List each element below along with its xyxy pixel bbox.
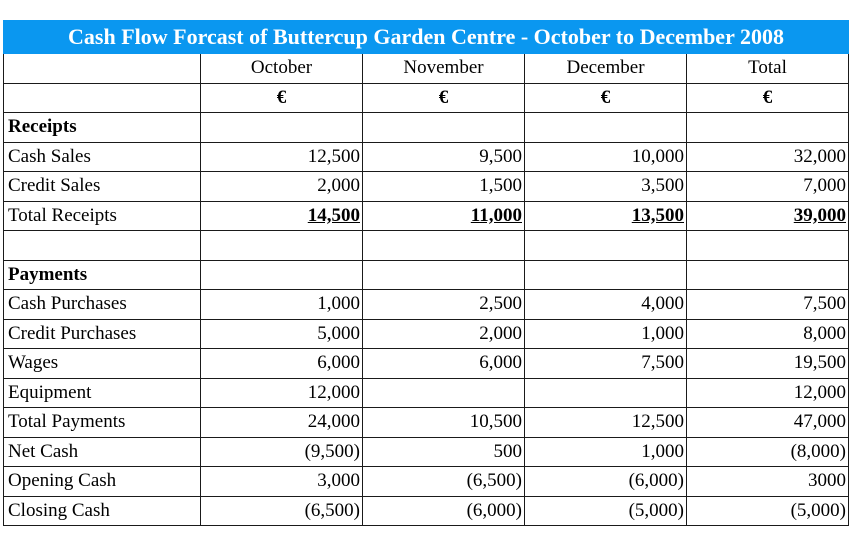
cell-value: 1,000 [525,319,687,349]
receipts-heading: Receipts [4,113,201,143]
blank-cell [525,113,687,143]
cell-value: 3,500 [525,172,687,202]
cell-value: 7,500 [525,349,687,379]
cell-value: (8,000) [687,437,849,467]
cell-value: 1,000 [525,437,687,467]
row-label: Credit Sales [4,172,201,202]
row-label: Equipment [4,378,201,408]
blank-cell [201,113,363,143]
col-header-december: December [525,54,687,84]
row-label: Wages [4,349,201,379]
cell-value: 2,500 [363,290,525,320]
cell-value: (5,000) [525,496,687,526]
currency-december: € [525,83,687,113]
table-row [4,349,849,379]
cell-value: (6,000) [363,496,525,526]
table-row [4,378,849,408]
row-label: Cash Sales [4,142,201,172]
cell-value: (9,500) [201,437,363,467]
blank-cell [4,231,201,261]
spacer-row [4,231,849,261]
cell-value: 1,500 [363,172,525,202]
blank-cell [525,260,687,290]
blank-cell [363,113,525,143]
cell-value: 10,000 [525,142,687,172]
total-value: 39,000 [687,201,849,231]
total-value: 11,000 [363,201,525,231]
cell-value: (6,500) [363,467,525,497]
blank-cell [363,260,525,290]
cell-value: 7,000 [687,172,849,202]
cell-value: 5,000 [201,319,363,349]
cell-value: (6,000) [525,467,687,497]
cell-value: 2,000 [201,172,363,202]
cell-value: 6,000 [363,349,525,379]
currency-total: € [687,83,849,113]
cell-value: 4,000 [525,290,687,320]
cell-value: (6,500) [201,496,363,526]
table-row [4,319,849,349]
blank-cell [201,231,363,261]
payments-heading: Payments [4,260,201,290]
table-title: Cash Flow Forcast of Buttercup Garden Centre - October to December 2008 [4,21,849,54]
table-row [4,437,849,467]
currency-november: € [363,83,525,113]
cell-value: 24,000 [201,408,363,438]
cell-value: 12,500 [525,408,687,438]
cell-value: 3000 [687,467,849,497]
table-row [4,290,849,320]
table-row [4,172,849,202]
row-label: Closing Cash [4,496,201,526]
cell-value: 32,000 [687,142,849,172]
row-label: Cash Purchases [4,290,201,320]
cell-value: (5,000) [687,496,849,526]
table-row [4,467,849,497]
blank-cell [687,113,849,143]
cell-value: 10,500 [363,408,525,438]
table-row [4,496,849,526]
cash-flow-table [3,20,849,526]
cell-value [363,378,525,408]
blank-cell [525,231,687,261]
total-value: 14,500 [201,201,363,231]
blank-cell [201,260,363,290]
blank-cell [4,83,201,113]
total-receipts-row [4,201,849,231]
cell-value: 1,000 [201,290,363,320]
cell-value: 3,000 [201,467,363,497]
cell-value: 7,500 [687,290,849,320]
row-label: Total Receipts [4,201,201,231]
blank-cell [687,260,849,290]
table-row [4,408,849,438]
col-header-total: Total [687,54,849,84]
cell-value: 12,000 [201,378,363,408]
row-label: Credit Purchases [4,319,201,349]
cell-value: 2,000 [363,319,525,349]
col-header-november: November [363,54,525,84]
cell-value: 6,000 [201,349,363,379]
col-header-october: October [201,54,363,84]
cell-value: 500 [363,437,525,467]
cell-value: 12,000 [687,378,849,408]
blank-cell [4,54,201,84]
row-label: Total Payments [4,408,201,438]
row-label: Net Cash [4,437,201,467]
blank-cell [363,231,525,261]
cell-value [525,378,687,408]
cell-value: 47,000 [687,408,849,438]
cell-value: 19,500 [687,349,849,379]
cell-value: 9,500 [363,142,525,172]
currency-october: € [201,83,363,113]
row-label: Opening Cash [4,467,201,497]
cell-value: 8,000 [687,319,849,349]
total-value: 13,500 [525,201,687,231]
blank-cell [687,231,849,261]
payments-heading-row [4,260,849,290]
cell-value: 12,500 [201,142,363,172]
receipts-heading-row [4,113,849,143]
table-row [4,142,849,172]
title-row [4,21,849,54]
currency-row [4,83,849,113]
column-header-row [4,54,849,84]
